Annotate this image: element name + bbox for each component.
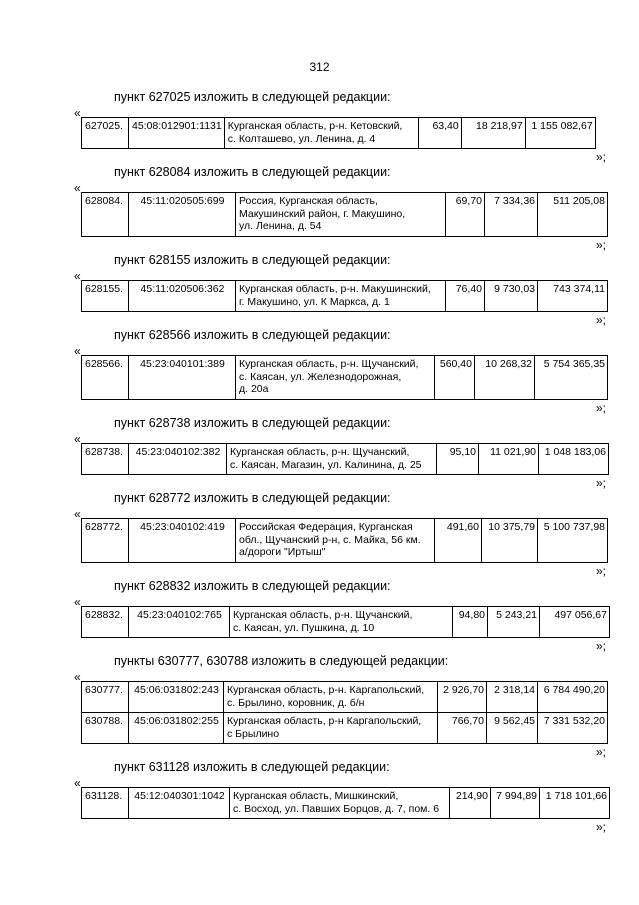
specific-value: 18 218,97 — [461, 118, 525, 149]
opening-quote: « — [74, 670, 81, 684]
property-address: Курганская область, р-н. Щучанский, с. Каясан, ул. Железнодорожная, д. 20а — [236, 356, 435, 400]
property-address: Курганская область, р-н Каргапольский, с Брылино — [224, 713, 438, 744]
table-row — [82, 519, 608, 563]
property-address: Курганская область, р-н. Щучанский, с. Каясан, ул. Пушкина, д. 10 — [230, 607, 453, 638]
opening-quote: « — [74, 181, 81, 195]
closing-quote: »; — [596, 820, 607, 834]
property-address: Россия, Курганская область, Макушинский район, г. Макушино, ул. Ленина, д. 54 — [236, 193, 446, 237]
closing-quote: »; — [596, 401, 607, 415]
page-number: 312 — [309, 60, 330, 74]
opening-quote: « — [74, 344, 81, 358]
closing-quote: »; — [596, 476, 607, 490]
cadastral-value: 5 754 365,35 — [535, 356, 608, 400]
property-area: 560,40 — [435, 356, 475, 400]
property-area: 2 926,70 — [438, 682, 487, 713]
property-table — [81, 518, 608, 563]
property-address: Российская Федерация, Курганская обл., Щучанский р-н, с. Майка, 56 км. а/дороги "Иртыш" — [236, 519, 435, 563]
opening-quote: « — [74, 776, 81, 790]
specific-value: 2 318,14 — [487, 682, 538, 713]
property-table — [81, 192, 608, 237]
opening-quote: « — [74, 595, 81, 609]
specific-value: 10 268,32 — [475, 356, 535, 400]
table-row — [82, 193, 608, 237]
specific-value: 11 021,90 — [479, 444, 539, 475]
table-row — [82, 281, 608, 312]
closing-quote: »; — [596, 745, 607, 759]
cadastral-number: 45:08:012901:1131 — [129, 118, 225, 149]
cadastral-number: 45:12:040301:1042 — [129, 788, 230, 819]
property-area: 63,40 — [418, 118, 461, 149]
property-table — [81, 280, 608, 312]
property-area: 76,40 — [446, 281, 485, 312]
property-table — [81, 443, 609, 475]
cadastral-number: 45:23:040102:419 — [129, 519, 236, 563]
item-number: 630788. — [82, 713, 129, 744]
property-area: 491,60 — [435, 519, 482, 563]
property-address: Курганская область, р-н. Щучанский, с. Каясан, Магазин, ул. Калинина, д. 25 — [227, 444, 437, 475]
item-number: 631128. — [82, 788, 129, 819]
cadastral-number: 45:23:040101:389 — [129, 356, 236, 400]
property-area: 766,70 — [438, 713, 487, 744]
amendment-instruction: пункт 628155 изложить в следующей редакции: — [114, 253, 391, 267]
item-number: 628155. — [82, 281, 129, 312]
cadastral-number: 45:06:031802:255 — [129, 713, 224, 744]
table-row — [82, 444, 609, 475]
cadastral-value: 7 331 532,20 — [538, 713, 608, 744]
amendment-instruction: пункт 628566 изложить в следующей редакции: — [114, 328, 391, 342]
item-number: 630777. — [82, 682, 129, 713]
cadastral-value: 743 374,11 — [538, 281, 608, 312]
cadastral-value: 6 784 490,20 — [538, 682, 608, 713]
property-area: 94,80 — [453, 607, 488, 638]
property-address: Курганская область, р-н. Каргапольский, с. Брылино, коровник, д. б/н — [224, 682, 438, 713]
specific-value: 9 730,03 — [485, 281, 538, 312]
cadastral-number: 45:23:040102:765 — [129, 607, 230, 638]
cadastral-number: 45:06:031802:243 — [129, 682, 224, 713]
property-area: 69,70 — [446, 193, 485, 237]
cadastral-value: 5 100 737,98 — [538, 519, 608, 563]
closing-quote: »; — [596, 564, 607, 578]
cadastral-value: 1 718 101,66 — [540, 788, 610, 819]
amendment-instruction: пункт 628832 изложить в следующей редакции: — [114, 579, 391, 593]
amendment-instruction: пункт 631128 изложить в следующей редакции: — [114, 760, 390, 774]
cadastral-value: 1 155 082,67 — [525, 118, 595, 149]
opening-quote: « — [74, 269, 81, 283]
item-number: 628738. — [82, 444, 129, 475]
amendment-instruction: пункты 630777, 630788 изложить в следующей редакции: — [114, 654, 449, 668]
cadastral-value: 497 056,67 — [540, 607, 610, 638]
table-row — [82, 356, 608, 400]
opening-quote: « — [74, 106, 81, 120]
table-row — [82, 607, 610, 638]
property-table — [81, 606, 610, 638]
specific-value: 5 243,21 — [488, 607, 540, 638]
property-area: 214,90 — [450, 788, 491, 819]
property-table — [81, 117, 596, 149]
item-number: 628832. — [82, 607, 129, 638]
cadastral-number: 45:11:020505:699 — [129, 193, 236, 237]
cadastral-value: 1 048 183,06 — [539, 444, 609, 475]
cadastral-value: 511 205,08 — [538, 193, 608, 237]
specific-value: 9 562,45 — [487, 713, 538, 744]
amendment-instruction: пункт 628084 изложить в следующей редакции: — [114, 165, 391, 179]
opening-quote: « — [74, 507, 81, 521]
item-number: 628566. — [82, 356, 129, 400]
table-row — [82, 788, 610, 819]
specific-value: 7 994,89 — [491, 788, 540, 819]
table-row — [82, 682, 608, 713]
cadastral-number: 45:23:040102:382 — [129, 444, 227, 475]
item-number: 628772. — [82, 519, 129, 563]
specific-value: 10 375,79 — [482, 519, 538, 563]
closing-quote: »; — [596, 238, 607, 252]
property-address: Курганская область, р-н. Макушинский, г. Макушино, ул. К Маркса, д. 1 — [236, 281, 446, 312]
property-address: Курганская область, Мишкинский, с. Восход, ул. Павших Борцов, д. 7, пом. 6 — [230, 788, 450, 819]
property-table — [81, 787, 610, 819]
closing-quote: »; — [596, 639, 607, 653]
item-number: 627025. — [82, 118, 129, 149]
table-row — [82, 118, 596, 149]
amendment-instruction: пункт 627025 изложить в следующей редакции: — [114, 90, 391, 104]
specific-value: 7 334,36 — [485, 193, 538, 237]
closing-quote: »; — [596, 150, 607, 164]
closing-quote: »; — [596, 313, 607, 327]
table-row — [82, 713, 608, 744]
opening-quote: « — [74, 432, 81, 446]
cadastral-number: 45:11:020506:362 — [129, 281, 236, 312]
amendment-instruction: пункт 628738 изложить в следующей редакции: — [114, 416, 391, 430]
property-table — [81, 681, 608, 744]
amendment-instruction: пункт 628772 изложить в следующей редакции: — [114, 491, 391, 505]
property-area: 95,10 — [437, 444, 479, 475]
property-table — [81, 355, 608, 400]
item-number: 628084. — [82, 193, 129, 237]
property-address: Курганская область, р-н. Кетовский, с. Колташево, ул. Ленина, д. 4 — [224, 118, 418, 149]
